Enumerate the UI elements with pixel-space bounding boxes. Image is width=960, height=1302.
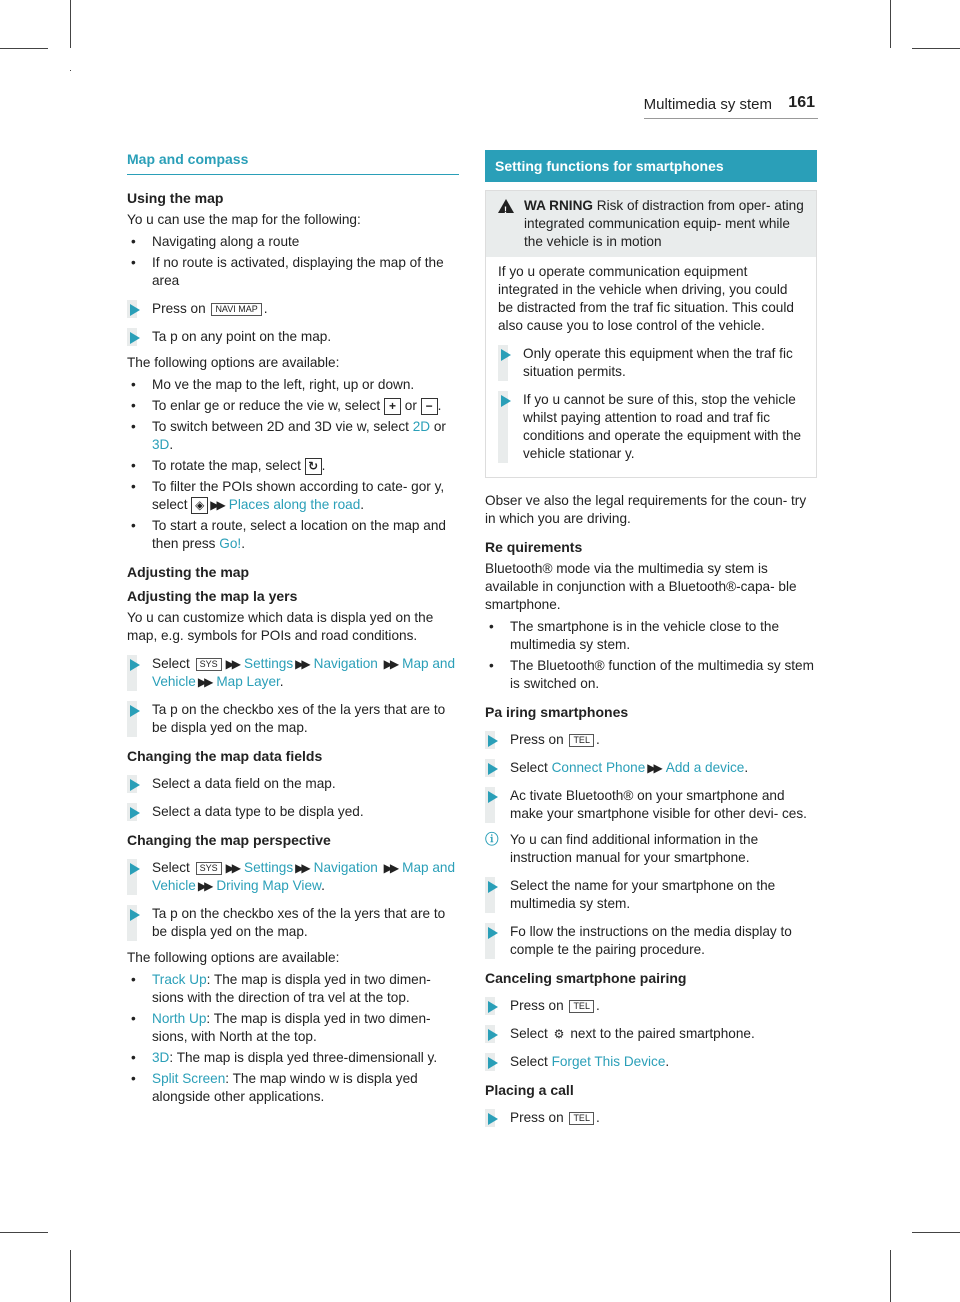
step-arrow-icon [488,763,498,775]
step-arrow-icon [130,909,140,921]
list-item [127,1010,459,1046]
info-icon: ⓘ [485,832,499,847]
step-follow [485,923,817,959]
step-text: Only operate this equipment when the traf fic situation permits. [523,346,793,379]
crop-mark [0,48,48,49]
chevron-right-icon: ▶▶ [225,657,239,671]
step-arrow-icon [130,705,140,717]
chevron-right-icon: ▶▶ [197,675,211,689]
warning-label: WA RNING [524,198,593,213]
tel-key-icon: TEL [569,1112,594,1125]
map-layer-link[interactable]: Map Layer [216,674,280,689]
list-item: • Navigating along a route [127,233,459,251]
step-arrow-icon [488,881,498,893]
using-intro: Yo u can use the map for the following: [127,212,361,227]
step-text: Select [510,760,548,775]
step-checkboxes [127,701,459,737]
step-arrow-icon [488,735,498,747]
option-text: To enlar ge or reduce the vie w, select [152,398,381,413]
add-device-link[interactable]: Add a device [665,760,745,775]
map-vehicle-link[interactable]: Map and Vehicle [152,860,456,893]
step-select-view: Select SYS ▶▶ Settings ▶▶ Navigation ▶▶ Map and Vehicle ▶▶ Driving Map View. [127,859,459,895]
layers-icon: ◈ [191,497,208,514]
chevron-right-icon: ▶▶ [210,498,223,512]
sys-key-icon: SYS [196,862,222,875]
step-text: Fo llow the instructions on the media display to comple te the pairing procedure. [510,924,792,957]
layers-text: Yo u can customize which data is displa yed on the map, e.g. symbols for POIs and road conditions. [127,610,434,643]
section-title: Map and compass [127,151,249,167]
zoom-in-icon: + [384,398,401,415]
crop-mark [912,48,960,49]
3d-view-link[interactable]: 3D [152,1050,170,1065]
gear-icon: ⚙ [553,1026,565,1041]
step-arrow-icon [488,1001,498,1013]
map-view-link[interactable]: Driving Map View [216,878,322,893]
heading-using-map: Using the map [127,190,224,206]
step-text: Press on [510,1110,564,1125]
step-arrow-icon [130,807,140,819]
step-text: Ta p on the checkbo xes of the la yers that are to be displa yed on the map. [152,906,446,939]
perspective-intro: The following options are available: [127,950,340,965]
step-text: Ac tivate Bluetooth® on your smartphone and make your smartphone visible for other devi‐ ces. [510,788,807,821]
step-text: Select a data type to be displa yed. [152,804,364,819]
crop-mark [890,1250,891,1302]
list-item [127,1049,459,1067]
2d-link[interactable]: 2D [412,419,431,434]
warning-icon [498,199,514,213]
track-up-link[interactable]: Track Up [152,972,207,987]
option-text: To switch between 2D and 3D vie w, select [152,419,409,434]
heading-pairing: Pa iring smartphones [485,704,629,720]
right-column [485,150,817,1135]
connect-phone-link[interactable]: Connect Phone [551,760,646,775]
step-arrow-icon [130,304,140,316]
list-item: • Mo ve the map to the left, right, up or down. [127,376,459,394]
step-text: Select [510,1054,548,1069]
observe-text: Obser ve also the legal requirements for the coun‐ try in which you are driving. [485,493,807,526]
list-item: • To start a route, select a location on the map and then press Go!. [127,517,459,553]
warning-box [485,190,817,478]
crop-mark [890,0,891,48]
option-text: To start a route, select a location on the map and then press [152,518,446,551]
settings-link[interactable]: Settings [244,860,294,875]
step-text: Press on [510,732,564,747]
step-select-name [485,877,817,913]
tel-key-icon: TEL [569,734,594,747]
option-text: To rotate the map, select [152,458,301,473]
chevron-right-icon: ▶▶ [647,761,660,775]
step-arrow-icon [488,1113,498,1125]
forget-device-link[interactable]: Forget This Device [551,1054,666,1069]
page-number: 161 [788,94,815,111]
step-text: Ta p on the checkbo xes of the la yers that are to be displa yed on the map. [152,702,446,735]
step-arrow-icon [488,791,498,803]
step-tap-map [127,328,459,346]
warning-title: Risk of distraction from oper‐ ating integrated communication equip‐ ment while the vehicle is in motion [524,198,804,249]
chevron-right-icon: ▶▶ [383,861,397,875]
step-forget-device: Select Forget This Device. [485,1053,817,1071]
option-text: : The map is displa yed in two dimen‐ sions, with North at the top. [152,1011,431,1044]
step-text: Press on [510,998,564,1013]
step-select-gear [485,1025,817,1043]
sys-key-icon: SYS [196,658,222,671]
heading-cancel-pairing: Canceling smartphone pairing [485,970,687,986]
go-link[interactable]: Go! [219,536,242,551]
left-column [127,150,459,1109]
step-text: Select [510,1026,548,1041]
chevron-right-icon: ▶▶ [295,657,308,671]
list-item [127,971,459,1007]
option-text: : The map is displa yed in two dimen‐ sions with the direction of tra vel at the top. [152,972,431,1005]
list-item: • To switch between 2D and 3D vie w, select 2D or 3D. [127,418,459,454]
step-text: next to the paired smartphone. [570,1026,755,1041]
places-link[interactable]: Places along the road [228,497,361,512]
step-text: If yo u cannot be sure of this, stop the vehicle whilst paying attention to road and traf fic conditions and operate the equipment with the vehicle stationar y. [523,392,802,461]
step-checkboxes-2 [127,905,459,941]
crop-mark [0,1232,48,1233]
note-text: Yo u can find additional information in the instruction manual for your smartphone. [510,832,759,865]
heading-adjusting-map: Adjusting the map [127,564,250,580]
step-arrow-icon [130,659,140,671]
crop-mark [70,70,71,71]
navigation-link[interactable]: Navigation [313,860,378,875]
option-text: : The map windo w is displa yed alongside other applications. [152,1071,418,1104]
step-select-type [127,803,459,821]
split-screen-link[interactable]: Split Screen [152,1071,226,1086]
step-press-navi: Press on NAVI MAP . [127,300,459,318]
step-arrow-icon [130,863,140,875]
step-press-tel: Press on TEL . [485,731,817,749]
option-text: or [433,419,446,434]
step-text: Select the name for your smartphone on the multimedia sy stem. [510,878,776,911]
chevron-right-icon: ▶▶ [295,861,308,875]
warning-header [486,191,816,257]
warning-step [498,345,804,381]
3d-link[interactable]: 3D [152,437,170,452]
step-arrow-icon [488,1029,498,1041]
navigation-link[interactable]: Navigation [313,656,378,671]
step-press-tel-2: Press on TEL . [485,997,817,1015]
heading-placing-call: Placing a call [485,1082,574,1098]
page-header [0,94,960,124]
heading-map-layers: Adjusting the map la yers [127,588,298,604]
step-arrow-icon [488,1057,498,1069]
heading-requirements: Re quirements [485,539,583,555]
requirements-text: Bluetooth® mode via the multimedia sy stem is available in conjunction with a Bluetooth®-capa‐ ble smartphone. [485,561,797,612]
header-title: Multimedia sy stem [643,96,772,113]
heading-perspective: Changing the map perspective [127,832,331,848]
step-text: Select [152,656,190,671]
step-text: Select [152,860,190,875]
step-arrow-icon [501,395,511,407]
step-press-tel-3: Press on TEL . [485,1109,817,1127]
list-item [127,1070,459,1106]
chevron-right-icon: ▶▶ [225,861,239,875]
navi-key-icon: NAVI MAP [211,303,261,316]
heading-data-fields: Changing the map data fields [127,748,323,764]
list-item: • To enlar ge or reduce the vie w, select + or − . [127,397,459,415]
map-vehicle-link[interactable]: Map and Vehicle [152,656,456,689]
step-connect-phone: Select Connect Phone ▶▶ Add a device. [485,759,817,777]
tel-key-icon: TEL [569,1000,594,1013]
option-text: To filter the POIs shown according to cate‐ gor y, select [152,479,445,512]
rotate-icon: ↻ [305,458,322,475]
list-item: • The smartphone is in the vehicle close to the multimedia sy stem. [485,618,817,654]
warning-body [486,257,816,477]
step-text: Press on [152,301,206,316]
step-arrow-icon [130,779,140,791]
option-text: : The map is displa yed three-dimensionall y. [169,1050,438,1065]
chevron-right-icon: ▶▶ [197,879,211,893]
header-rule [644,118,818,119]
step-text: Ta p on any point on the map. [152,329,332,344]
step-text: Select a data field on the map. [152,776,336,791]
option-text: or [404,398,417,413]
step-select-layers: Select SYS ▶▶ Settings ▶▶ Navigation ▶▶ Map and Vehicle ▶▶ Map Layer. [127,655,459,691]
step-arrow-icon [130,332,140,344]
zoom-out-icon: − [421,398,438,415]
list-item: • The Bluetooth® function of the multimedia sy stem is switched on. [485,657,817,693]
step-activate-bt [485,787,817,823]
north-up-link[interactable]: North Up [152,1011,207,1026]
step-arrow-icon [501,349,511,361]
step-arrow-icon [488,927,498,939]
info-note [485,831,817,867]
step-select-field [127,775,459,793]
list-item: • To rotate the map, select ↻ . [127,457,459,475]
crop-mark [70,0,71,48]
list-item: • To filter the POIs shown according to cate‐ gor y, select ◈ ▶▶ Places along the road. [127,478,459,514]
chevron-right-icon: ▶▶ [383,657,397,671]
section-rule [127,174,459,175]
section-banner: Setting functions for smartphones [485,150,817,182]
crop-mark [70,1250,71,1302]
warning-step [498,391,804,463]
options-intro: The following options are available: [127,355,340,370]
crop-mark [912,1232,960,1233]
settings-link[interactable]: Settings [244,656,294,671]
warning-text: If yo u operate communication equipment integrated in the vehicle when driving, you could be distracted from the traf fic situation. This could also cause you to lose control of the vehicle. [498,264,794,333]
list-item: • If no route is activated, displaying the map of the area [127,254,459,290]
